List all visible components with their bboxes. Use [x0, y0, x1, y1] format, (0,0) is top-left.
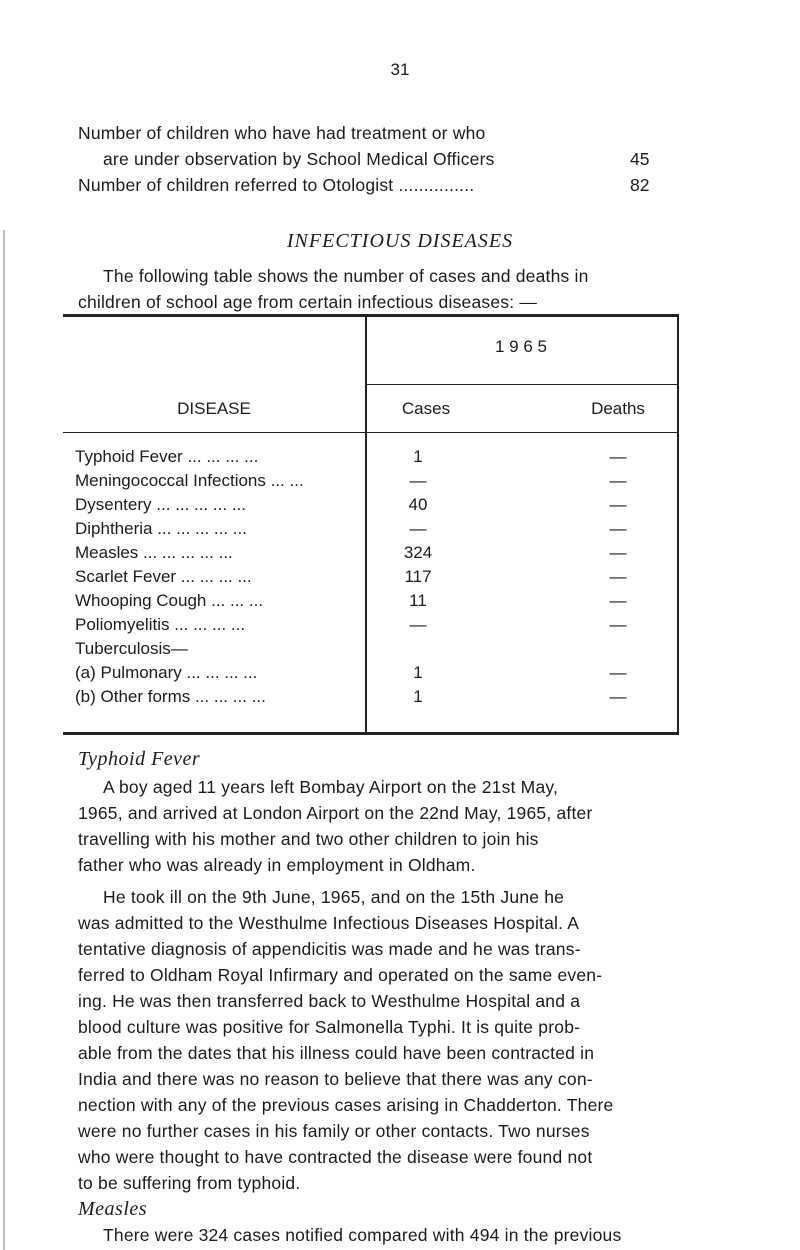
row-cases: 1: [413, 687, 423, 706]
row-disease: Poliomyelitis ... ... ... ...: [75, 615, 246, 634]
row-cases: —: [409, 615, 427, 634]
table-year-rule: [365, 384, 679, 385]
cases-header: Cases: [401, 399, 451, 418]
table-top-rule: [63, 314, 679, 317]
text-line: who were thought to have contracted the disease were found not: [78, 1147, 593, 1167]
row-deaths: —: [609, 447, 627, 466]
scan-edge-mark: [3, 230, 5, 1250]
row-disease: Meningococcal Infections ... ...: [75, 471, 304, 490]
table-right-border: [677, 314, 679, 734]
text-line: ing. He was then transferred back to Westhulme Hospital and a: [78, 991, 581, 1011]
table-bottom-rule: [63, 732, 679, 735]
row-deaths: —: [609, 567, 627, 586]
text-line: blood culture was positive for Salmonella Typhi. It is quite prob-: [78, 1017, 581, 1037]
row-cases: 11: [409, 591, 427, 610]
row-deaths: —: [609, 687, 627, 706]
row-deaths: —: [609, 663, 627, 682]
text-line: father who was already in employment in Oldham.: [78, 855, 476, 875]
row-deaths: —: [609, 471, 627, 490]
row-cases: 117: [404, 567, 432, 586]
deaths-header: Deaths: [591, 399, 645, 418]
text-line: He took ill on the 9th June, 1965, and on the 15th June he: [103, 887, 565, 907]
measles-heading: Measles: [78, 1198, 148, 1220]
text-line: A boy aged 11 years left Bombay Airport on the 21st May,: [103, 777, 559, 797]
row-disease: Measles ... ... ... ... ...: [75, 543, 233, 562]
row-disease: Whooping Cough ... ... ...: [75, 591, 264, 610]
text-line: nection with any of the previous cases arising in Chadderton. There: [78, 1095, 614, 1115]
row-disease: Dysentery ... ... ... ... ...: [75, 495, 246, 514]
table-intro-line-2: children of school age from certain infectious diseases: —: [78, 292, 538, 312]
text-line: travelling with his mother and two other children to join his: [78, 829, 539, 849]
text-line: were no further cases in his family or other contacts. Two nurses: [78, 1121, 590, 1141]
row-disease: (a) Pulmonary ... ... ... ...: [75, 663, 258, 682]
row-cases: 1: [413, 447, 423, 466]
typhoid-paragraph-2: [78, 884, 758, 1196]
row-cases: 1: [413, 663, 423, 682]
row-deaths: —: [609, 495, 627, 514]
row-deaths: —: [609, 519, 627, 538]
intro-line-2: are under observation by School Medical Officers: [103, 149, 495, 169]
row-cases: —: [409, 471, 427, 490]
table-column-divider: [365, 314, 367, 734]
row-disease: Typhoid Fever ... ... ... ...: [75, 447, 259, 466]
section-heading: INFECTIOUS DISEASES: [286, 230, 514, 252]
intro-value-1: 45: [630, 149, 650, 169]
text-line: India and there was no reason to believe that there was any con-: [78, 1069, 593, 1089]
table-header-rule: [63, 432, 679, 433]
disease-header: DISEASE: [177, 399, 251, 418]
intro-line-3: Number of children referred to Otologist ...............: [78, 175, 475, 195]
year-header: 1 9 6 5: [495, 337, 547, 356]
text-line: to be suffering from typhoid.: [78, 1173, 301, 1193]
row-disease: (b) Other forms ... ... ... ...: [75, 687, 266, 706]
row-disease: Tuberculosis—: [75, 639, 188, 658]
row-deaths: —: [609, 615, 627, 634]
intro-line-1: Number of children who have had treatment or who: [78, 123, 486, 143]
text-line: ferred to Oldham Royal Infirmary and operated on the same even-: [78, 965, 603, 985]
row-deaths: —: [609, 591, 627, 610]
measles-paragraph: [78, 1222, 758, 1248]
row-disease: Scarlet Fever ... ... ... ...: [75, 567, 252, 586]
text-line: was admitted to the Westhulme Infectious Diseases Hospital. A: [78, 913, 580, 933]
row-cases: 324: [403, 543, 433, 562]
typhoid-paragraph-1: [78, 774, 758, 878]
page-number: 31: [390, 60, 410, 79]
infectious-disease-table: [63, 314, 679, 736]
row-deaths: —: [609, 543, 627, 562]
text-line: able from the dates that his illness could have been contracted in: [78, 1043, 595, 1063]
intro-value-2: 82: [630, 175, 650, 195]
table-intro-line-1: The following table shows the number of cases and deaths in: [103, 266, 589, 286]
row-cases: —: [409, 519, 427, 538]
row-cases: 40: [408, 495, 428, 514]
row-disease: Diphtheria ... ... ... ... ...: [75, 519, 247, 538]
text-line: There were 324 cases notified compared with 494 in the previous: [103, 1225, 622, 1245]
text-line: 1965, and arrived at London Airport on the 22nd May, 1965, after: [78, 803, 593, 823]
typhoid-heading: Typhoid Fever: [78, 748, 201, 770]
text-line: tentative diagnosis of appendicitis was made and he was trans-: [78, 939, 581, 959]
